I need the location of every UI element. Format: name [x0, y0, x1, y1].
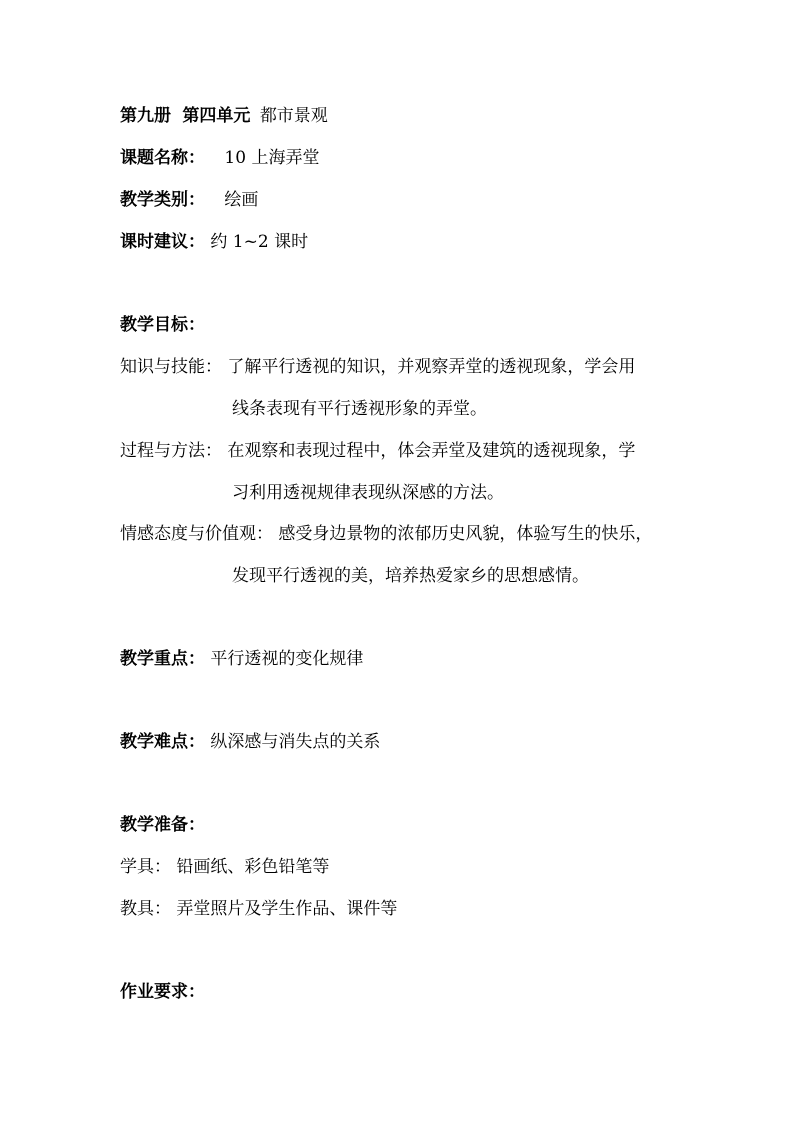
topic-line: [120, 148, 319, 168]
focus-label: 教学重点：: [120, 649, 205, 669]
emotion-label: 情感态度与价值观：: [120, 524, 273, 544]
teacher-tools-label: 教具：: [120, 899, 171, 919]
difficulty-line: [120, 732, 380, 752]
knowledge-text-2: 线条表现有平行透视形象的弄堂。: [232, 399, 487, 419]
header-line: [120, 106, 328, 126]
process-label: 过程与方法：: [120, 441, 222, 461]
difficulty-label: 教学难点：: [120, 732, 205, 752]
difficulty-value: 纵深感与消失点的关系: [210, 732, 381, 752]
knowledge-label: 知识与技能：: [120, 357, 222, 377]
unit-label: 第四单元: [182, 106, 251, 126]
student-tools-value: 铅画纸、彩色铅笔等: [176, 857, 330, 877]
category-line: [120, 190, 258, 210]
hours-label: 课时建议：: [120, 232, 205, 252]
emotion-text-1: 感受身边景物的浓郁历史风貌，体验写生的快乐，: [278, 524, 653, 544]
knowledge-line: [120, 357, 635, 377]
knowledge-text-1: 了解平行透视的知识，并观察弄堂的透视现象，学会用: [227, 357, 636, 377]
focus-line: [120, 649, 363, 669]
preparation-heading: 教学准备：: [120, 815, 205, 835]
volume-label: 第九册: [120, 106, 171, 126]
focus-value: 平行透视的变化规律: [210, 649, 364, 669]
emotion-line: [120, 524, 652, 544]
student-tools-line: [120, 857, 329, 877]
process-text-2: 习利用透视规律表现纵深感的方法。: [232, 483, 504, 503]
teacher-tools-line: [120, 899, 397, 919]
process-text-1: 在观察和表现过程中，体会弄堂及建筑的透视现象，学: [227, 441, 636, 461]
topic-label: 课题名称：: [120, 148, 205, 168]
category-label: 教学类别：: [120, 190, 205, 210]
homework-heading: 作业要求：: [120, 982, 205, 1002]
category-value: 绘画: [224, 190, 259, 210]
hours-value: 约 1~2 课时: [210, 232, 309, 252]
topic-value: 10 上海弄堂: [224, 148, 320, 168]
hours-line: [120, 232, 308, 252]
process-line: [120, 441, 635, 461]
objectives-heading: 教学目标：: [120, 315, 205, 335]
teacher-tools-value: 弄堂照片及学生作品、课件等: [176, 899, 398, 919]
emotion-text-2: 发现平行透视的美，培养热爱家乡的思想感情。: [232, 566, 589, 586]
student-tools-label: 学具：: [120, 857, 171, 877]
unit-title: 都市景观: [259, 106, 328, 126]
